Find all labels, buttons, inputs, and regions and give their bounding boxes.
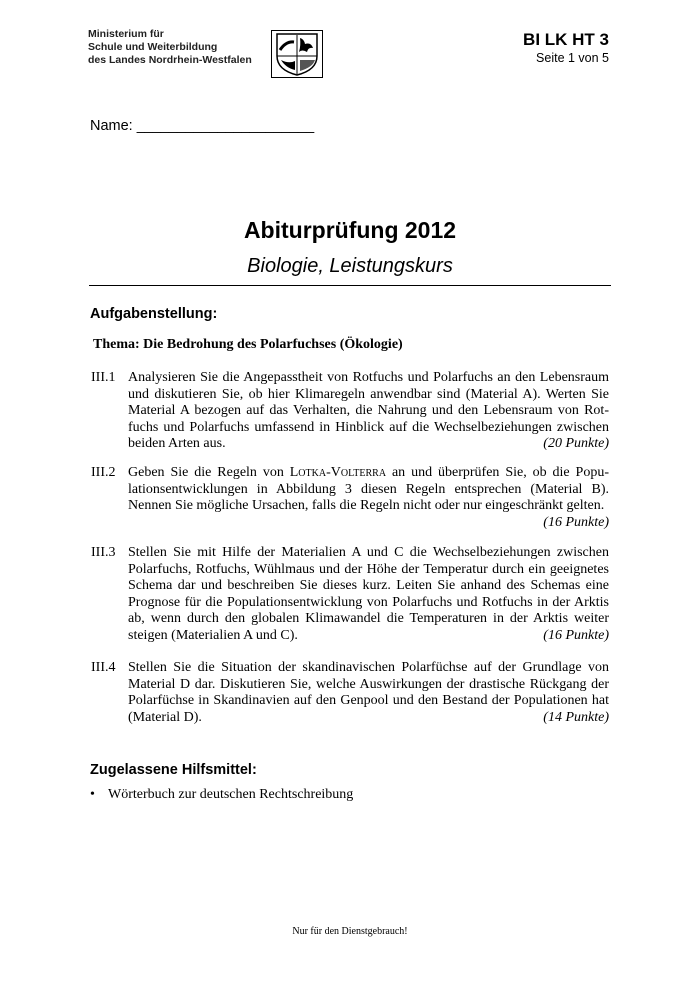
task-text: Stellen Sie die Situation der skandinavischen Polarfüchse auf der Grundlage von Material D dar. Diskutieren Sie, welche Auswirkungen der drastische Rückgang der Polarfüchse in Skandinavien auf den Genpool und den Bestand der Populationen hat (Material D). [128,660,609,725]
task-number: III.3 [91,545,116,560]
aid-text: Wörterbuch zur deutschen Rechtschreibung [108,787,354,802]
aid-list-item [90,787,353,803]
task-points: (16 Punkte) [543,514,609,530]
task-item [91,370,609,453]
task-text: an und überprüfen Sie, ob die Popu-lationsentwicklungen in Abbildung 3 diesen Regeln entsprechen (Material B). Nennen Sie mögliche Ursachen, falls die Regeln nicht oder nur eingeschränkt gelten. [128,465,609,514]
ministry-line: Schule und Weiterbildung [88,41,218,53]
exam-code-block [523,30,609,66]
task-text-name: Lotka-Volterra [289,465,387,480]
exam-code: BI LK HT 3 [523,30,609,49]
footer-note: Nur für den Dienstgebrauch! [292,926,408,937]
task-item [91,660,609,726]
task-number: III.4 [91,660,116,675]
ministry-name [88,28,252,67]
ministry-line: Ministerium für [88,28,164,40]
task-points: (20 Punkte) [543,436,609,452]
thema-heading: Thema: Die Bedrohung des Polarfuchses (Ökologie) [93,337,403,352]
task-text: Stellen Sie mit Hilfe der Materialien A und C die Wechselbeziehungen zwischen Polarfuchs, Rotfuchs, Wühlmaus und der Höhe der Temperatur durch ein geeignetes Schema dar und beschreiben Sie dieses kurz. Leiten Sie anhand des Schemas eine Prognose für die Populationsentwicklung von Polarfuchs und Rotfuchs in der Arktis ab, wenn durch den globalen Klimawandel die Temperaturen in der Arktis weiter steigen (Materialien A und C). [128,545,609,643]
task-item [91,465,609,531]
task-number: III.1 [91,370,116,385]
task-item [91,545,609,645]
task-text: Geben Sie die Regeln von [128,465,290,480]
section-heading-task: Aufgabenstellung: [90,306,218,322]
page-subtitle: Biologie, Leistungskurs [247,255,453,277]
task-number: III.2 [91,465,116,480]
page-info: Seite 1 von 5 [536,51,609,65]
bullet-icon: • [90,787,95,802]
task-text: Analysieren Sie die Angepasstheit von Rotfuchs und Polarfuchs an den Lebensraum und diskutieren Sie, ob hier Klimaregeln anwendbar sind (Material A). Werten Sie Material A bezogen auf das Verhalten, die Nahrung und den Lebensraum von Rot-fuchs und Polarfuchs umfassend in Hinblick auf die Wechselbeziehungen zwischen beiden Arten aus. [128,370,609,452]
task-points: (16 Punkte) [543,627,609,643]
name-field: Name: ______________________ [90,118,315,134]
page-title: Abiturprüfung 2012 [243,217,457,243]
task-points: (14 Punkte) [543,709,609,725]
divider [89,285,611,286]
ministry-line: des Landes Nordrhein-Westfalen [88,54,252,66]
section-heading-aids: Zugelassene Hilfsmittel: [90,762,257,778]
coat-of-arms-icon [271,30,323,78]
